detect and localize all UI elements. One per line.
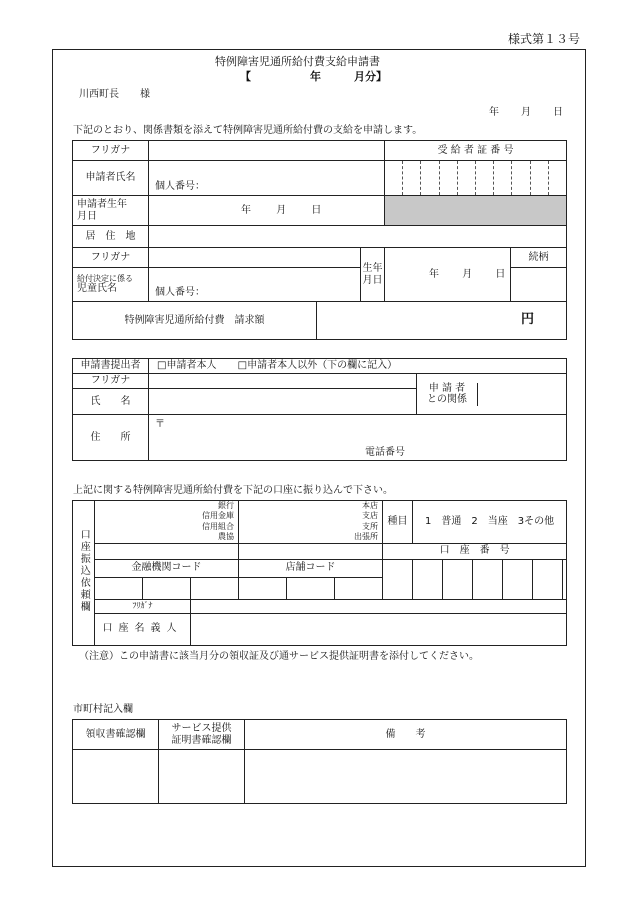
branch-code-digit-3[interactable] <box>335 577 383 599</box>
account-digit-4[interactable] <box>473 559 503 599</box>
account-holder-field[interactable] <box>191 613 567 645</box>
submitter-options <box>149 359 567 374</box>
relation-label: 続柄 <box>511 248 567 268</box>
receipt-check-label: 領収書確認欄 <box>73 720 159 750</box>
period-year: 年 <box>310 70 321 83</box>
inst-code-digit-1[interactable] <box>95 577 143 599</box>
branch-code-digit-1[interactable] <box>239 577 287 599</box>
bank-side-label: 口座振込依頼欄 <box>73 501 95 646</box>
remarks-label: 備 考 <box>245 720 567 750</box>
addressee-town: 川西町長 <box>79 89 119 100</box>
relation-to-applicant-label: 申 請 者 との関係 <box>417 383 478 406</box>
submitter-address-label: 住 所 <box>73 415 149 461</box>
submitter-name-label: 氏 名 <box>73 389 149 415</box>
child-birth-field[interactable]: 年 月 日 <box>385 248 511 302</box>
branch-name-field[interactable]: 本店 支店 支所 出張所 <box>239 501 383 544</box>
form-title: 特例障害児通所給付費支給申請書 <box>215 55 380 68</box>
branch-spacer <box>239 543 383 559</box>
holder-furigana-field[interactable] <box>191 599 567 613</box>
date-month: 月 <box>521 107 531 118</box>
bank-intro: 上記に関する特例障害児通所給付費を下記の口座に振り込んで下さい。 <box>73 485 393 496</box>
account-number-header: 口 座 番 号 <box>383 543 567 559</box>
submitter-label: 申請書提出者 <box>73 359 149 374</box>
applicant-name-field[interactable] <box>149 161 385 196</box>
period-open: 【 <box>240 70 251 83</box>
service-cert-label: サービス提供 証明書確認欄 <box>159 720 245 750</box>
inst-code-digit-2[interactable] <box>143 577 191 599</box>
child-name-label: 給付決定に係る 児童氏名 <box>73 268 149 302</box>
intro-text: 下記のとおり、関係書類を添えて特例障害児通所給付費の支給を申請します。 <box>73 125 423 136</box>
inst-code-digit-3[interactable] <box>191 577 239 599</box>
submitter-furigana-field[interactable] <box>149 374 417 389</box>
institution-code-label: 金融機関コード <box>95 559 239 577</box>
shaded-cell <box>385 196 567 226</box>
branch-code-label: 店舗コード <box>239 559 383 577</box>
option-self[interactable]: □申請者本人 <box>157 360 217 372</box>
applicant-personal-no: 個人番号： <box>155 180 205 192</box>
account-digit-2[interactable] <box>413 559 443 599</box>
institution-name-field[interactable]: 銀行 信用金庫 信用組合 農協 <box>95 501 239 544</box>
applicant-furigana-field[interactable] <box>149 141 385 161</box>
address-label: 居 住 地 <box>73 226 149 248</box>
branch-code-digit-2[interactable] <box>287 577 335 599</box>
cert-number-boxes[interactable] <box>385 161 567 196</box>
applicant-birth-field[interactable]: 年 月 日 <box>149 196 385 226</box>
holder-furigana-label: ﾌﾘｶﾞﾅ <box>95 599 191 613</box>
account-digit-7[interactable] <box>563 559 567 599</box>
applicant-name-label: 申請者氏名 <box>73 161 149 196</box>
service-cert-field[interactable] <box>159 750 245 804</box>
applicant-table <box>72 140 567 340</box>
yen-unit: 円 <box>521 312 535 328</box>
municipal-title: 市町村記入欄 <box>73 704 133 715</box>
institution-spacer <box>95 543 239 559</box>
date-day: 日 <box>553 107 563 118</box>
postal-mark: 〒 <box>155 419 165 430</box>
period-month: 月分】 <box>354 70 387 83</box>
account-digit-6[interactable] <box>533 559 563 599</box>
submitter-furigana-label: フリガナ <box>73 374 149 389</box>
submitter-table <box>72 358 567 461</box>
account-digit-1[interactable] <box>383 559 413 599</box>
form-number: 様式第１３号 <box>508 32 581 46</box>
remarks-field[interactable] <box>245 750 567 804</box>
account-holder-label: 口座名義人 <box>95 613 191 645</box>
relation-field[interactable] <box>511 268 567 302</box>
relation-cell[interactable] <box>417 374 567 415</box>
submitter-address-field[interactable] <box>149 415 567 461</box>
applicant-furigana-label: フリガナ <box>73 141 149 161</box>
amount-field[interactable] <box>317 302 567 340</box>
amount-label: 特例障害児通所給付費 請求額 <box>73 302 317 340</box>
account-digit-5[interactable] <box>503 559 533 599</box>
municipal-table <box>72 719 567 804</box>
account-kind-options[interactable]: 1 普通 2 当座 3その他 <box>413 501 567 544</box>
phone-label: 電話番号 <box>365 447 405 458</box>
cert-number-header: 受 給 者 証 番 号 <box>385 141 567 161</box>
child-furigana-label: フリガナ <box>73 248 149 268</box>
date-year: 年 <box>489 107 499 118</box>
addressee-honorific: 様 <box>140 89 150 100</box>
address-field[interactable] <box>149 226 567 248</box>
note-text: （注意）この申請書に該当月分の領収証及び通サービス提供証明書を添付してください。 <box>79 651 479 662</box>
child-birth-label: 生年 月日 <box>361 248 385 302</box>
applicant-birth-label: 申請者生年 月日 <box>73 196 149 226</box>
option-other[interactable]: □申請者本人以外（下の欄に記入） <box>237 360 398 372</box>
receipt-check-field[interactable] <box>73 750 159 804</box>
account-digit-3[interactable] <box>443 559 473 599</box>
submitter-name-field[interactable] <box>149 389 417 415</box>
child-name-field[interactable]: 個人番号： <box>149 268 361 302</box>
child-furigana-field[interactable] <box>149 248 361 268</box>
bank-table <box>72 500 567 646</box>
account-kind-label: 種目 <box>383 501 413 544</box>
